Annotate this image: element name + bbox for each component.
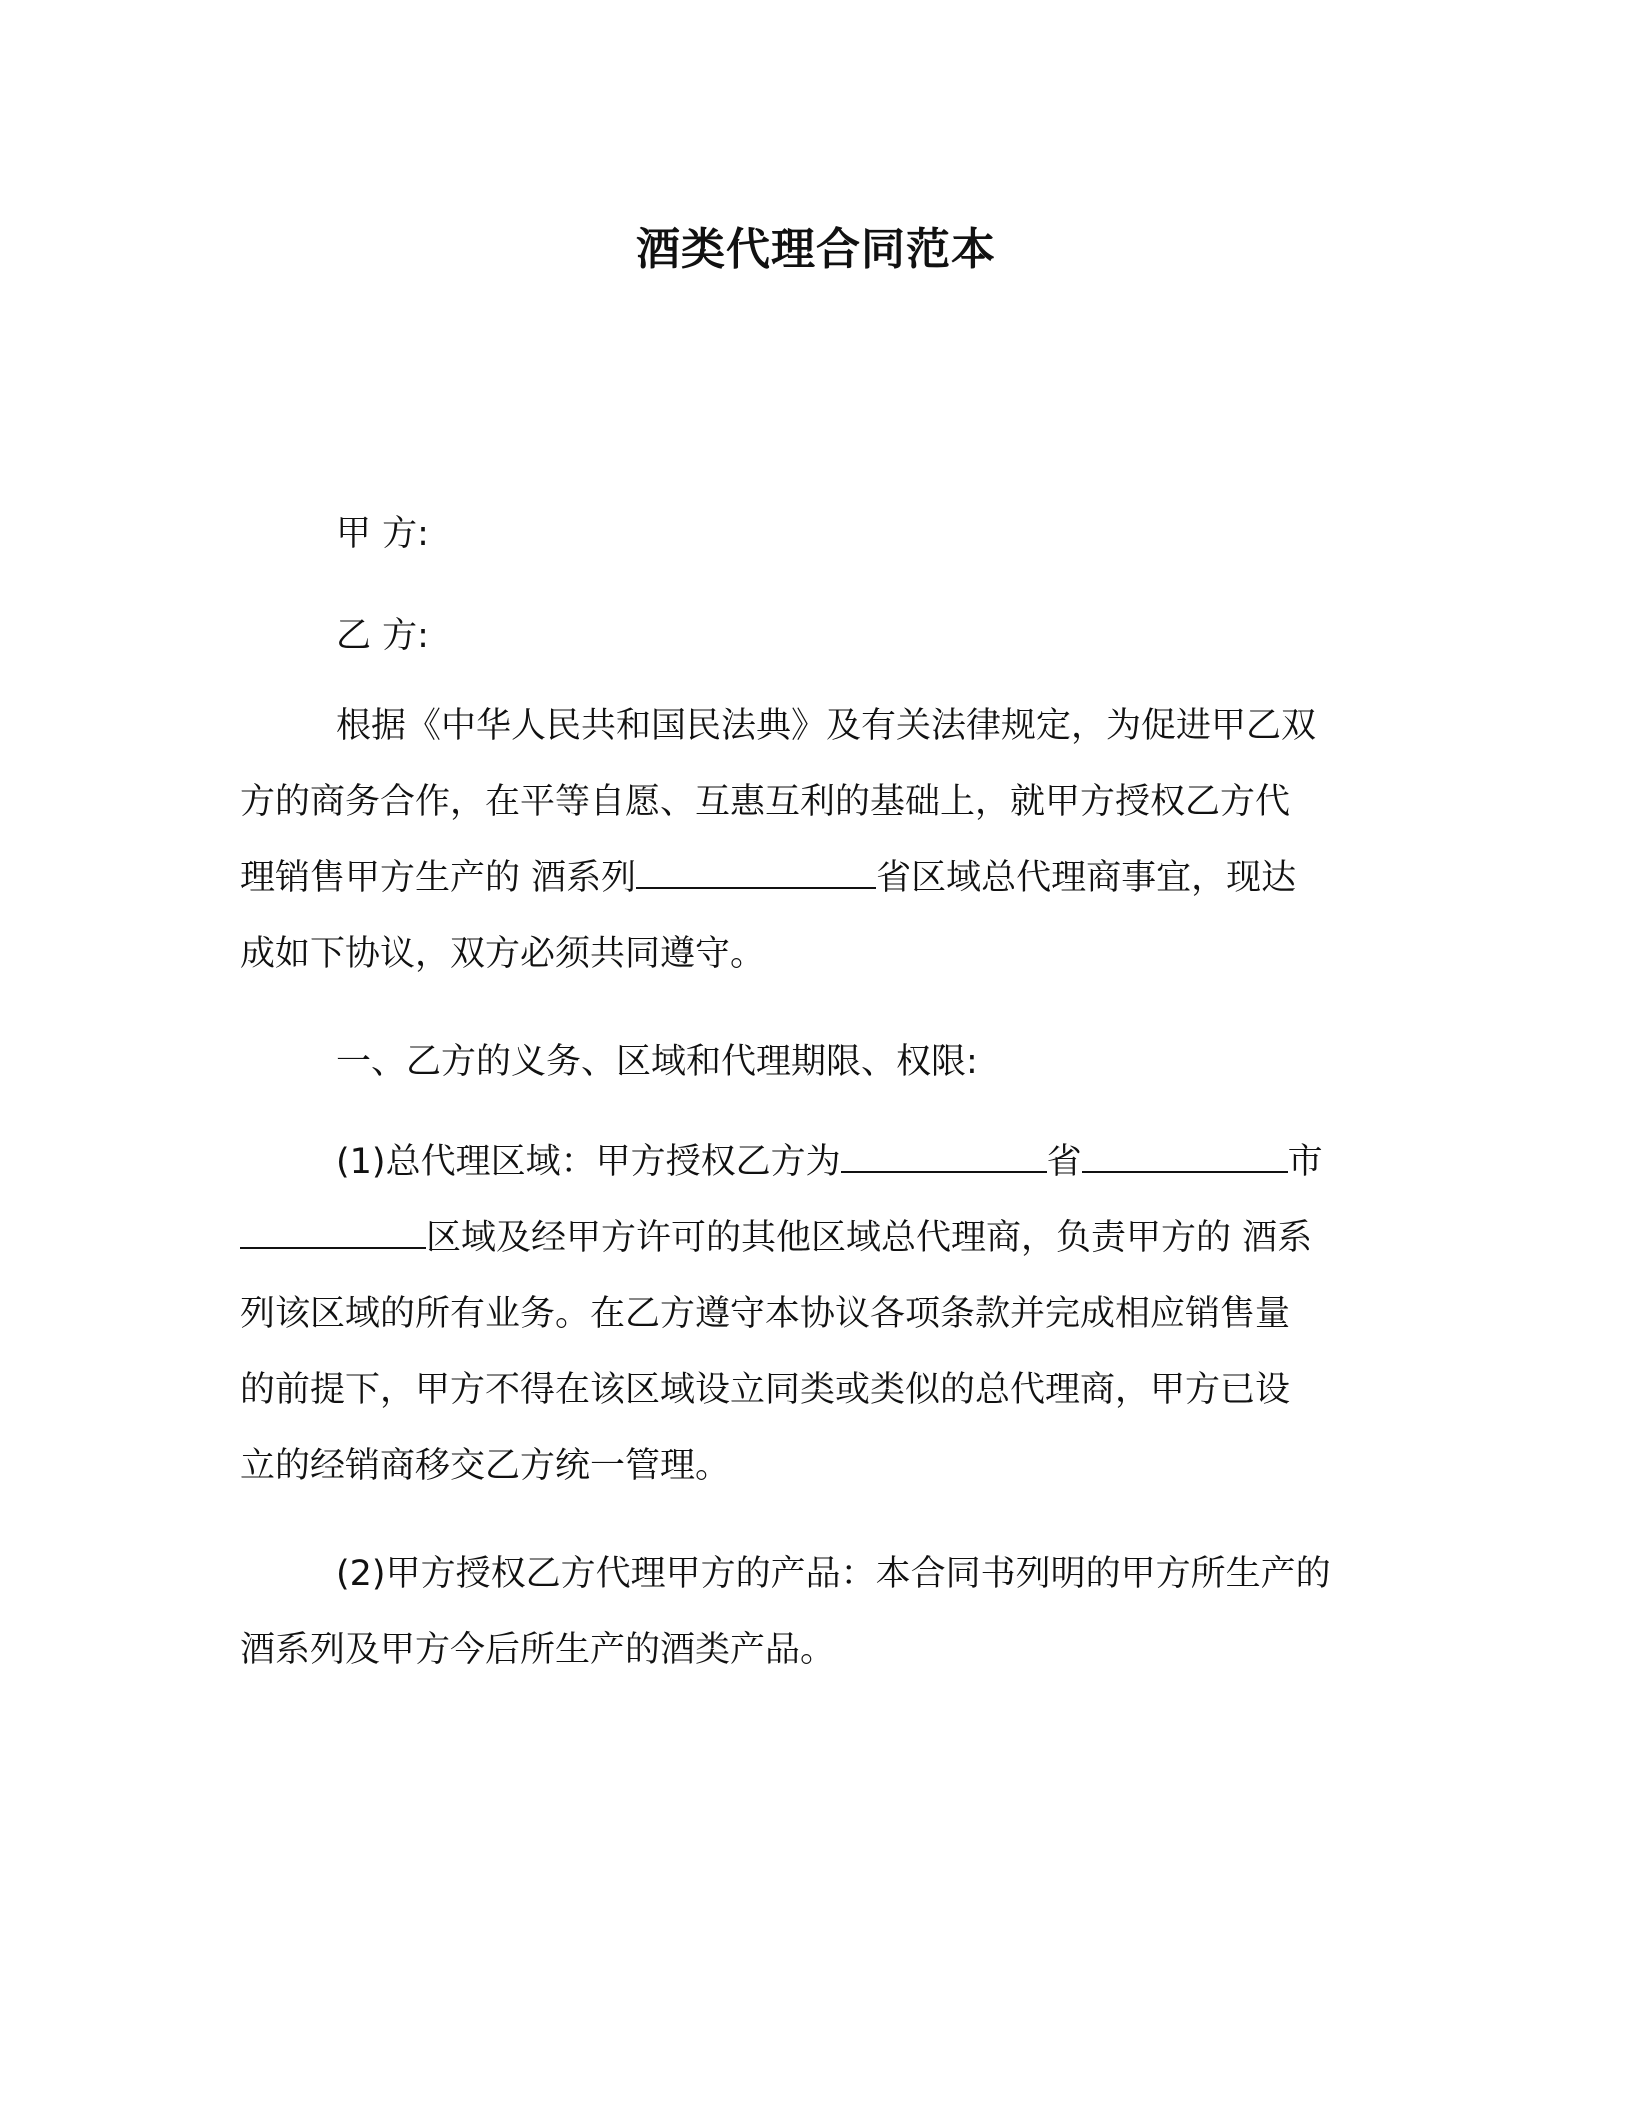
clause-1-line-5: 立的经销商移交乙方统一管理。 bbox=[240, 1446, 731, 1486]
clause-1-city-label: 市 bbox=[1287, 1142, 1323, 1182]
preamble-line-3 bbox=[240, 840, 1410, 916]
preamble-line-3-after: 省区域总代理商事宜，现达 bbox=[876, 858, 1297, 898]
blank-field bbox=[240, 1219, 426, 1249]
clause-1-line-4: 的前提下，甲方不得在该区域设立同类或类似的总代理商，甲方已设 bbox=[240, 1370, 1291, 1410]
clause-2-line-2: 酒系列及甲方今后所生产的酒类产品。 bbox=[240, 1630, 836, 1670]
preamble-line-4: 成如下协议，双方必须共同遵守。 bbox=[240, 934, 766, 974]
clause-1-line-1 bbox=[240, 1124, 1410, 1200]
preamble-paragraph bbox=[240, 688, 1410, 992]
clause-2-line-1: (2)甲方授权乙方代理甲方的产品：本合同书列明的甲方所生产的 bbox=[336, 1554, 1331, 1594]
blank-field bbox=[1082, 1143, 1288, 1173]
section-1-heading-line bbox=[240, 1024, 1410, 1100]
clause-1-line-1-before: (1)总代理区域：甲方授权乙方为 bbox=[336, 1142, 841, 1182]
preamble-line-1: 根据《中华人民共和国民法典》及有关法律规定，为促进甲乙双 bbox=[336, 706, 1317, 746]
clause-1-paragraph bbox=[240, 1124, 1410, 1504]
preamble-line-2: 方的商务合作，在平等自愿、互惠互利的基础上，就甲方授权乙方代 bbox=[240, 782, 1291, 822]
clause-2-paragraph bbox=[240, 1536, 1410, 1688]
party-a-label: 甲 方: bbox=[336, 514, 429, 554]
blank-field bbox=[841, 1143, 1047, 1173]
party-b-label: 乙 方: bbox=[336, 616, 429, 656]
preamble-line-3-before: 理销售甲方生产的 酒系列 bbox=[240, 858, 637, 898]
clause-1-line-2-after: 区域及经甲方许可的其他区域总代理商，负责甲方的 酒系 bbox=[426, 1218, 1313, 1258]
clause-1-province-label: 省 bbox=[1046, 1142, 1082, 1182]
document-title: 酒类代理合同范本 bbox=[636, 224, 996, 275]
party-b-line bbox=[240, 598, 1410, 674]
section-1-heading: 一、乙方的义务、区域和代理期限、权限: bbox=[336, 1042, 978, 1082]
clause-1-line-3: 列该区域的所有业务。在乙方遵守本协议各项条款并完成相应销售量 bbox=[240, 1294, 1291, 1334]
party-a-line bbox=[240, 496, 1410, 572]
blank-province-field bbox=[636, 859, 876, 889]
clause-1-line-2 bbox=[240, 1200, 1410, 1276]
